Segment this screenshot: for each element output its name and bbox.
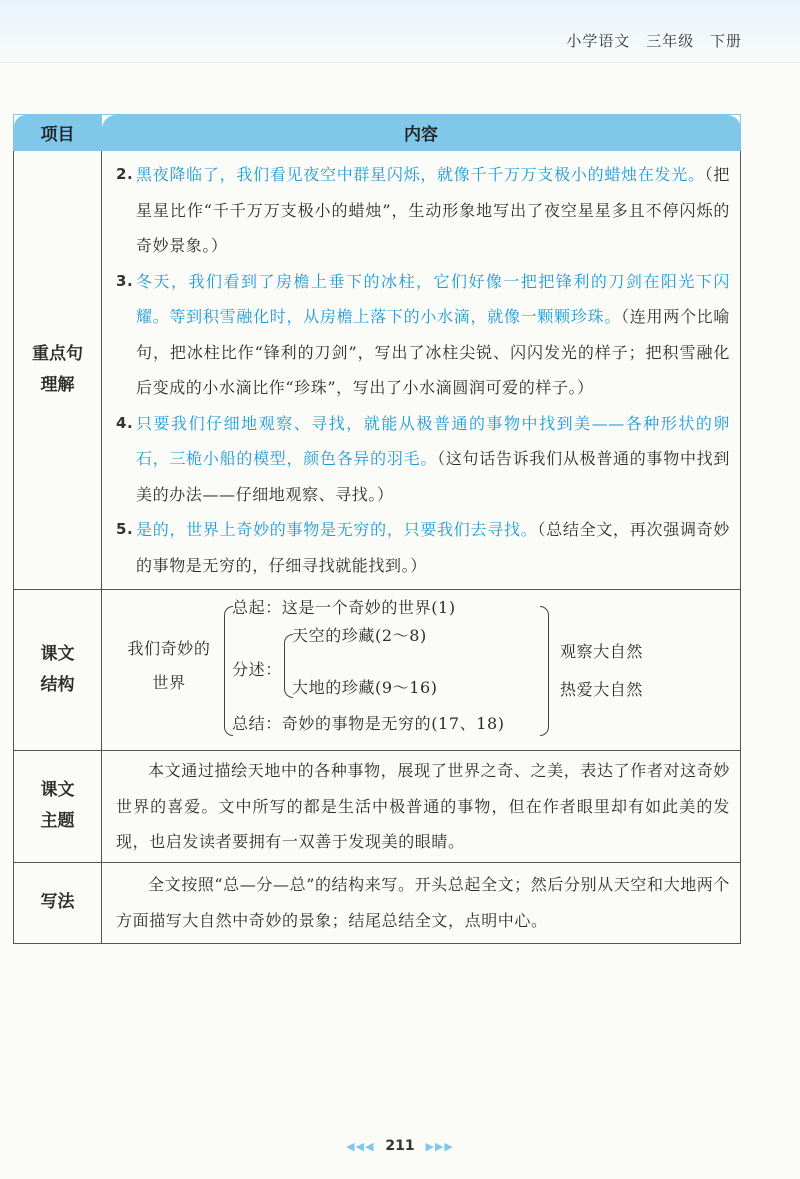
writing-content (102, 862, 741, 943)
right-brace (540, 606, 549, 736)
content-table (13, 114, 741, 944)
page-number (0, 1138, 800, 1154)
label-line: 课文 (40, 780, 75, 801)
item-number: 4. (116, 413, 134, 432)
row-theme (14, 751, 741, 863)
structure-sky: 天空的珍藏(2～8) (292, 626, 427, 645)
structure-root (114, 632, 224, 700)
item-note: （把星星比作“千千万万支极小的蜡烛”，生动形象地写出了夜空星星多且不停闪烁的奇妙景象。） (136, 165, 730, 255)
writing-text: 全文按照“总—分—总”的结构来写。开头总起全文；然后分别从天空和大地两个方面描写大自然中奇妙的景象；结尾总结全文，点明中心。 (116, 875, 730, 930)
item-number: 5. (116, 520, 134, 538)
root-line: 我们奇妙的 (127, 639, 211, 658)
label-line: 重点句 (32, 344, 83, 364)
item-quote: 是的，世界上奇妙的事物是无穷的，只要我们去寻找。 (136, 520, 538, 539)
table-header-row (14, 115, 741, 151)
structure-content (102, 590, 741, 751)
item-number: 2. (116, 165, 134, 183)
list-item (116, 406, 730, 513)
structure-split: 分述： (232, 660, 282, 679)
root-line: 世界 (152, 673, 186, 692)
list-item (116, 512, 730, 583)
header-term: 下册 (709, 32, 742, 50)
structure-intro: 总起：这是一个奇妙的世界(1) (232, 598, 456, 617)
label-line: 课文 (40, 644, 75, 664)
page-header (0, 0, 800, 63)
list-item (116, 264, 730, 406)
label-line: 主题 (40, 811, 75, 832)
label-line: 结构 (40, 675, 75, 695)
theme-content (102, 751, 741, 863)
item-note: （总结全文，再次强调奇妙的事物是无穷的，仔细寻找就能找到。） (136, 520, 731, 575)
row-label-key-sentences (14, 151, 102, 590)
structure-love: 热爱大自然 (560, 680, 644, 699)
header-title (556, 30, 742, 51)
page-number-text: 211 (385, 1138, 415, 1154)
item-note: （连用两个比喻句，把冰柱比作“锋利的刀剑”，写出了冰柱尖锐、闪闪发光的样子；把积雪融化后变成的小水滴比作“珍珠”，写出了小水滴圆润可爱的样子。） (136, 307, 730, 397)
structure-observe: 观察大自然 (560, 642, 644, 661)
row-writing (14, 862, 741, 943)
header-subject: 小学语文 (566, 32, 631, 50)
item-quote: 冬天，我们看到了房檐上垂下的冰柱，它们好像一把把锋利的刀剑在阳光下闪耀。等到积雪融化时，从房檐上落下的小水滴，就像一颗颗珍珠。 (136, 271, 730, 326)
column-header-item: 项目 (14, 115, 102, 151)
label-line: 理解 (40, 375, 75, 395)
structure-diagram (114, 590, 730, 750)
theme-text: 本文通过描绘天地中的各种事物，展现了世界之奇、之美，表达了作者对这奇妙世界的喜爱。文中所写的都是生活中极普通的事物，但在作者眼里却有如此美的发现，也启发读者要拥有一双善于发现美的眼睛。 (116, 761, 730, 851)
item-number: 3. (116, 271, 134, 290)
left-arrows-icon: ◀◀◀ (346, 1140, 375, 1153)
structure-summary: 总结：奇妙的事物是无穷的(17、18) (232, 714, 505, 733)
column-header-content: 内容 (102, 115, 741, 151)
item-quote: 只要我们仔细地观察、寻找，就能从极普通的事物中找到美——各种形状的卵石，三桅小船的模型，颜色各异的羽毛。 (136, 413, 730, 468)
row-label-structure (14, 590, 102, 751)
row-structure (14, 590, 741, 751)
item-quote: 黑夜降临了，我们看见夜空中群星闪烁，就像千千万万支极小的蜡烛在发光。 (136, 165, 705, 184)
row-label-theme (14, 751, 102, 863)
row-label-writing: 写法 (14, 862, 102, 943)
structure-earth: 大地的珍藏(9～16) (292, 678, 438, 697)
header-grade: 三年级 (646, 32, 695, 50)
row-key-sentences (14, 151, 741, 590)
key-sentences-content (102, 151, 741, 590)
list-item (116, 157, 730, 264)
right-arrows-icon: ▶▶▶ (425, 1140, 454, 1153)
item-note: （这句话告诉我们从极普通的事物中找到美的办法——仔细地观察、寻找。） (136, 449, 730, 504)
